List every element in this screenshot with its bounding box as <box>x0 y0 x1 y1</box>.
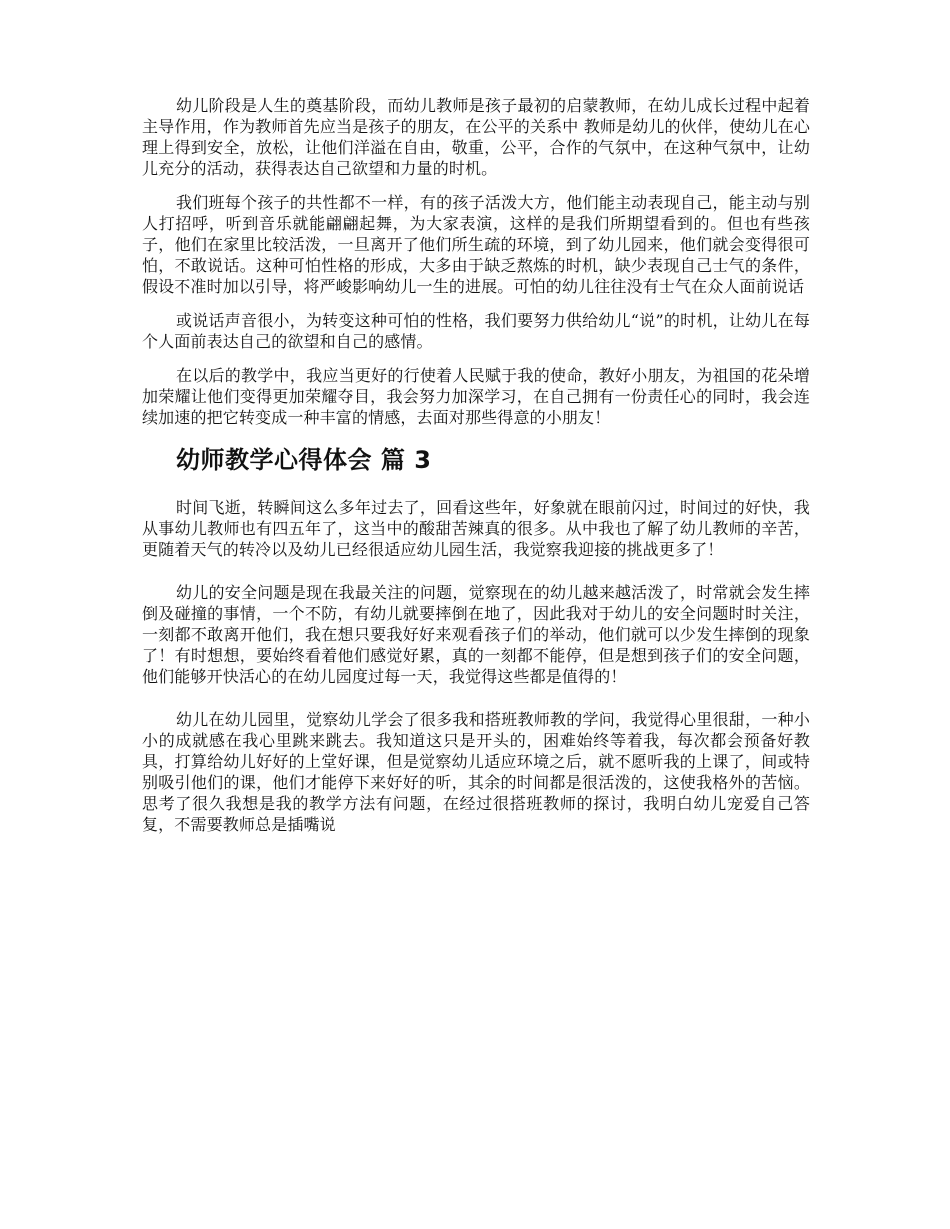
section-heading: 幼师教学心得体会 篇 3 <box>176 446 432 474</box>
section-1 <box>142 95 810 428</box>
paragraph: 幼儿阶段是人生的奠基阶段，而幼儿教师是孩子最初的启蒙教师，在幼儿成长过程中起着主导作用，作为教师首先应当是孩子的朋友，在公平的关系中 教师是幼儿的伙伴，使幼儿在心理上得到安全，放松，让他们洋溢在自由，敬重，公平，合作的气氛中，在这种气氛中，让幼儿充分的活动，获得表达自己欲望和力量的时机。 <box>142 96 810 178</box>
paragraph: 幼儿的安全问题是现在我最关注的问题，觉察现在的幼儿越来越活泼了，时常就会发生摔倒及碰撞的事情，一个不防，有幼儿就要摔倒在地了，因此我对于幼儿的安全问题时时关注，一刻都不敢离开他们，我在想只要我好好来观看孩子们的举动，他们就可以少发生摔倒的现象了！有时想想，要始终看着他们感觉好累，真的一刻都不能停，但是想到孩子们的安全问题，他们能够开快活心的在幼儿园度过每一天，我觉得这些都是值得的！ <box>142 583 810 686</box>
paragraph: 时间飞逝，转瞬间这么多年过去了，回看这些年，好象就在眼前闪过，时间过的好快，我从事幼儿教师也有四五年了，这当中的酸甜苦辣真的很多。从中我也了解了幼儿教师的辛苦，更随着天气的转冷以及幼儿已经很适应幼儿园生活，我觉察我迎接的挑战更多了！ <box>142 498 810 559</box>
paragraph: 或说话声音很小，为转变这种可怕的性格，我们要努力供给幼儿“说”的时机，让幼儿在每个人面前表达自己的欲望和自己的感情。 <box>142 311 810 351</box>
paragraph: 在以后的教学中，我应当更好的行使着人民赋于我的使命，教好小朋友，为祖国的花朵增加荣耀让他们变得更加荣耀夺目，我会努力加深学习，在自己拥有一份责任心的同时，我会连续加速的把它转变成一种丰富的情感，去面对那些得意的小朋友！ <box>142 366 810 427</box>
section-3 <box>142 497 810 835</box>
paragraph: 幼儿在幼儿园里，觉察幼儿学会了很多我和搭班教师教的学问，我觉得心里很甜，一种小小的成就感在我心里跳来跳去。我知道这只是开头的，困难始终等着我，每次都会预备好教具，打算给幼儿好好的上堂好课，但是觉察幼儿适应环境之后，就不愿听我的上课了，间或特别吸引他们的课，他们才能停下来好好的听，其余的时间都是很活泼的，这使我格外的苦恼。思考了很久我想是我的教学方法有问题，在经过很搭班教师的探讨，我明白幼儿宠爱自己答复，不需要教师总是插嘴说 <box>142 710 810 834</box>
document-page <box>142 95 810 835</box>
paragraph: 我们班每个孩子的共性都不一样，有的孩子活泼大方，他们能主动表现自己，能主动与别人打招呼，听到音乐就能翩翩起舞，为大家表演，这样的是我们所期望看到的。但也有些孩子，他们在家里比较活泼，一旦离开了他们所生疏的环境，到了幼儿园来，他们就会变得很可怕，不敢说话。这种可怕性格的形成，大多由于缺乏熬炼的时机，缺少表现自己士气的条件，假设不准时加以引导，将严峻影响幼儿一生的进展。可怕的幼儿往往没有士气在众人面前说话 <box>142 193 810 296</box>
